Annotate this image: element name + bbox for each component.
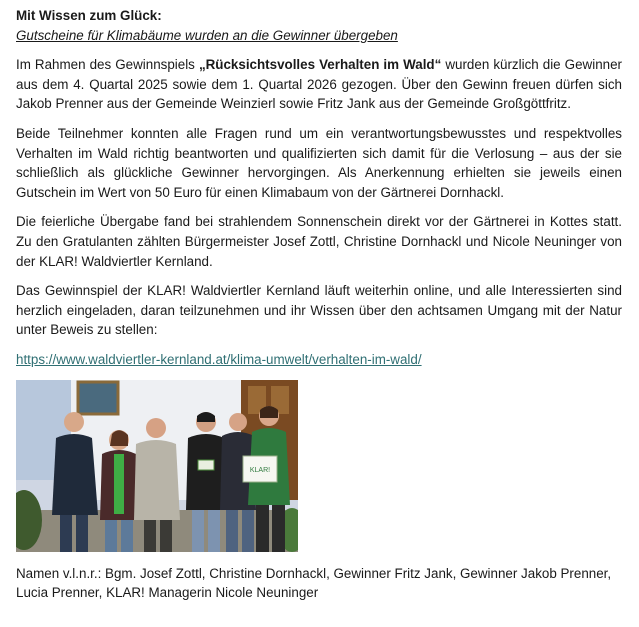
group-photo bbox=[16, 380, 298, 552]
certificate-label: KLAR! bbox=[249, 466, 271, 474]
article-headline: Mit Wissen zum Glück: bbox=[16, 8, 162, 23]
article bbox=[16, 6, 622, 603]
paragraph-intro-start: Im Rahmen des Gewinnspiels bbox=[16, 57, 199, 73]
contest-title: „Rücksichtsvolles Verhalten im Wald“ bbox=[198, 57, 442, 73]
photo-caption: Namen v.l.n.r.: Bgm. Josef Zottl, Christine Dornhackl, Gewinner Fritz Jank, Gewinner Jakob Prenner, Lucia Prenner, KLAR! Managerin Nicole Neuninger bbox=[16, 565, 612, 601]
group-photo-illustration bbox=[16, 380, 298, 552]
paragraph-invitation: Das Gewinnspiel der KLAR! Waldviertler Kernland läuft weiterhin online, und alle Interessierten sind herzlich eingeladen, daran teilzunehmen und ihr Wissen über den achtsamen Umgang mit der Natur unter Beweis zu stellen: bbox=[16, 283, 622, 338]
paragraph-intro-end: wurden kürzlich die Gewinner aus dem 4. Quartal 2025 sowie dem 1. Quartal 2026 gezogen. Über den Gewinn freuen dürfen sich Jakob Prenner aus der Gemeinde Weinzierl sowie Fritz Jank aus der Gemeinde Großgöttfritz. bbox=[16, 57, 622, 112]
window bbox=[78, 382, 118, 414]
paragraph-intro bbox=[16, 55, 622, 114]
article-subheadline: Gutscheine für Klimabäume wurden an die Gewinner übergeben bbox=[16, 27, 398, 43]
contest-link[interactable]: https://www.waldviertler-kernland.at/klima-umwelt/verhalten-im-wald/ bbox=[16, 351, 422, 367]
voucher-certificate bbox=[243, 456, 277, 482]
paragraph-ceremony: Die feierliche Übergabe fand bei strahlendem Sonnenschein direkt vor der Gärtnerei in Kottes statt. Zu den Gratulanten zählten Bürgermeister Josef Zottl, Christine Dornhackl und Nicole Neuninger von der KLAR! Waldviertler Kernland. bbox=[16, 214, 622, 269]
paragraph-participants: Beide Teilnehmer konnten alle Fragen rund um ein verantwortungsbewusstes und respektvolles Verhalten im Wald richtig beantworten und qualifizierten sich damit für die Verlosung – aus der sie schließlich als glückliche Gewinner hervorgingen. Als Anerkennung erhielten sie jeweils einen Gutschein im Wert von 50 Euro für einen Klimabaum von der Gärtnerei Dornhackl. bbox=[16, 125, 622, 200]
